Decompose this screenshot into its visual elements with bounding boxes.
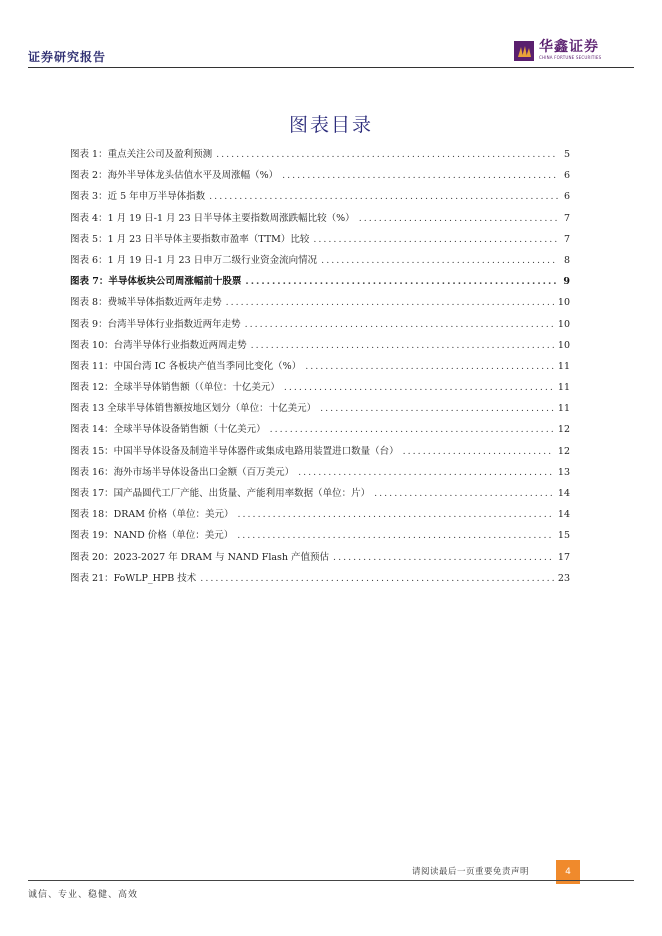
toc-entry-page: 7: [563, 212, 570, 224]
toc-entry-label: 图表 14：全球半导体设备销售额（十亿美元）: [70, 424, 266, 436]
toc-leader-dots: [226, 297, 554, 308]
toc-entry-page: 11: [557, 403, 570, 415]
toc-entry-label: 图表 21：FoWLP_HPB 技术: [70, 572, 197, 584]
toc-entry-label: 图表 13 全球半导体销售额按地区划分（单位：十亿美元）: [70, 403, 317, 415]
toc-entry-page: 12: [557, 445, 570, 457]
toc-entry-label: 图表 3：近 5 年申万半导体指数: [70, 191, 206, 203]
toc-leader-dots: [359, 213, 558, 224]
toc-leader-dots: [282, 170, 558, 181]
toc-leader-dots: [216, 149, 558, 160]
toc-entry[interactable]: [70, 188, 570, 209]
toc-leader-dots: [374, 488, 554, 499]
toc-entry-page: 17: [557, 551, 570, 563]
toc-entry-label: 图表 5：1 月 23 日半导体主要指数市盈率（TTM）比较: [70, 233, 310, 245]
toc-entry-label: 图表 17：国产晶圆代工厂产能、出货量、产能利用率数据（单位：片）: [70, 488, 371, 499]
toc-leader-dots: [200, 573, 554, 584]
toc-entry-label: 图表 8：费城半导体指数近两年走势: [70, 297, 222, 309]
toc-leader-dots: [245, 276, 558, 287]
toc-entry-page: 10: [557, 339, 570, 351]
toc-leader-dots: [320, 403, 554, 414]
toc-entry-label: 图表 7：半导体板块公司周涨幅前十股票: [70, 276, 242, 288]
toc-leader-dots: [284, 382, 554, 393]
toc-leader-dots: [305, 361, 554, 372]
toc-entry-page: 11: [557, 382, 570, 394]
toc-entry-label: 图表 2：海外半导体龙头估值水平及周涨幅（%）: [70, 170, 279, 182]
toc-leader-dots: [333, 552, 554, 563]
toc-entry-label: 图表 20：2023-2027 年 DRAM 与 NAND Flash 产值预估: [70, 551, 330, 563]
toc-entry[interactable]: [70, 252, 570, 273]
logo-mark-icon: [514, 41, 534, 61]
toc-entry-label: 图表 12：全球半导体销售额（（单位：十亿美元）: [70, 382, 280, 394]
toc-entry-label: 图表 19：NAND 价格（单位：美元）: [70, 530, 234, 542]
toc-entry-page: 11: [557, 360, 570, 372]
toc-entry[interactable]: [70, 316, 570, 337]
toc-entry-label: 图表 6：1 月 19 日-1 月 23 日申万二级行业资金流向情况: [70, 254, 318, 266]
toc-entry-page: 14: [557, 509, 570, 521]
toc-entry-label: 图表 10：台湾半导体行业指数近两周走势: [70, 339, 247, 351]
toc-entry-label: 图表 9：台湾半导体行业指数近两年走势: [70, 318, 241, 330]
toc-entry[interactable]: [70, 379, 570, 400]
toc-entry[interactable]: [70, 485, 570, 506]
toc-entry[interactable]: [70, 294, 570, 315]
toc-leader-dots: [403, 446, 554, 457]
toc-entry-page: 23: [557, 572, 570, 584]
toc-entry[interactable]: [70, 421, 570, 442]
toc-entry[interactable]: [70, 400, 570, 421]
toc-leader-dots: [251, 340, 554, 351]
toc-entry-page: 10: [557, 318, 570, 330]
toc-entry[interactable]: [70, 358, 570, 379]
toc-entry-page: 13: [557, 466, 570, 478]
toc-entry-label: 图表 16：海外市场半导体设备出口金额（百万美元）: [70, 466, 295, 478]
footer-divider: [28, 880, 634, 881]
toc-entry-label: 图表 4：1 月 19 日-1 月 23 日半导体主要指数周涨跌幅比较（%）: [70, 212, 355, 224]
toc-leader-dots: [245, 319, 554, 330]
toc-entry-page: 9: [563, 276, 570, 288]
toc-entry[interactable]: [70, 210, 570, 231]
toc-entry-label: 图表 1：重点关注公司及盈利预测: [70, 149, 213, 160]
toc-entry[interactable]: [70, 443, 570, 464]
toc-entry[interactable]: [70, 167, 570, 188]
toc-entry-label: 图表 15：中国半导体设备及制造半导体器件或集成电路用装置进口数量（台）: [70, 445, 399, 457]
footer-slogan: 诚信、专业、稳健、高效: [28, 890, 139, 900]
toc-title: 图表目录: [288, 114, 373, 136]
toc-entry-page: 14: [557, 488, 570, 499]
toc-leader-dots: [298, 467, 554, 478]
company-logo: [514, 40, 601, 61]
toc-entry-page: 6: [563, 191, 570, 203]
toc-entry[interactable]: [70, 570, 570, 591]
toc-entry-page: 6: [563, 170, 570, 182]
logo-english-name: CHINA FORTUNE SECURITIES: [539, 55, 602, 60]
toc-entry[interactable]: [70, 549, 570, 570]
toc-entry[interactable]: [70, 273, 570, 294]
toc-leader-dots: [238, 509, 554, 520]
toc-entry-page: 7: [563, 233, 570, 245]
toc-entry-page: 5: [563, 149, 570, 160]
toc-entry[interactable]: [70, 231, 570, 252]
toc-entry[interactable]: [70, 464, 570, 485]
logo-chinese-name: 华鑫证券: [539, 39, 599, 55]
header-divider: [28, 67, 634, 68]
toc-entry-label: 图表 18：DRAM 价格（单位：美元）: [70, 509, 234, 521]
toc-list: [70, 146, 570, 591]
footer-disclaimer: 请阅读最后一页重要免责声明: [412, 867, 530, 877]
toc-entry-page: 15: [557, 530, 570, 542]
toc-entry-label: 图表 11：中国台湾 IC 各板块产值当季同比变化（%）: [70, 360, 302, 372]
toc-entry-page: 8: [563, 254, 570, 266]
toc-entry[interactable]: [70, 337, 570, 358]
toc-entry-page: 10: [557, 297, 570, 309]
toc-leader-dots: [237, 530, 554, 541]
page-number-badge: 4: [556, 860, 580, 884]
toc-leader-dots: [270, 424, 554, 435]
toc-entry[interactable]: [70, 146, 570, 167]
toc-entry[interactable]: [70, 506, 570, 527]
toc-entry-page: 12: [557, 424, 570, 436]
toc-leader-dots: [321, 255, 558, 266]
toc-entry[interactable]: [70, 527, 570, 548]
report-type-label: 证券研究报告: [28, 50, 107, 64]
toc-leader-dots: [313, 234, 558, 245]
toc-leader-dots: [209, 191, 558, 202]
